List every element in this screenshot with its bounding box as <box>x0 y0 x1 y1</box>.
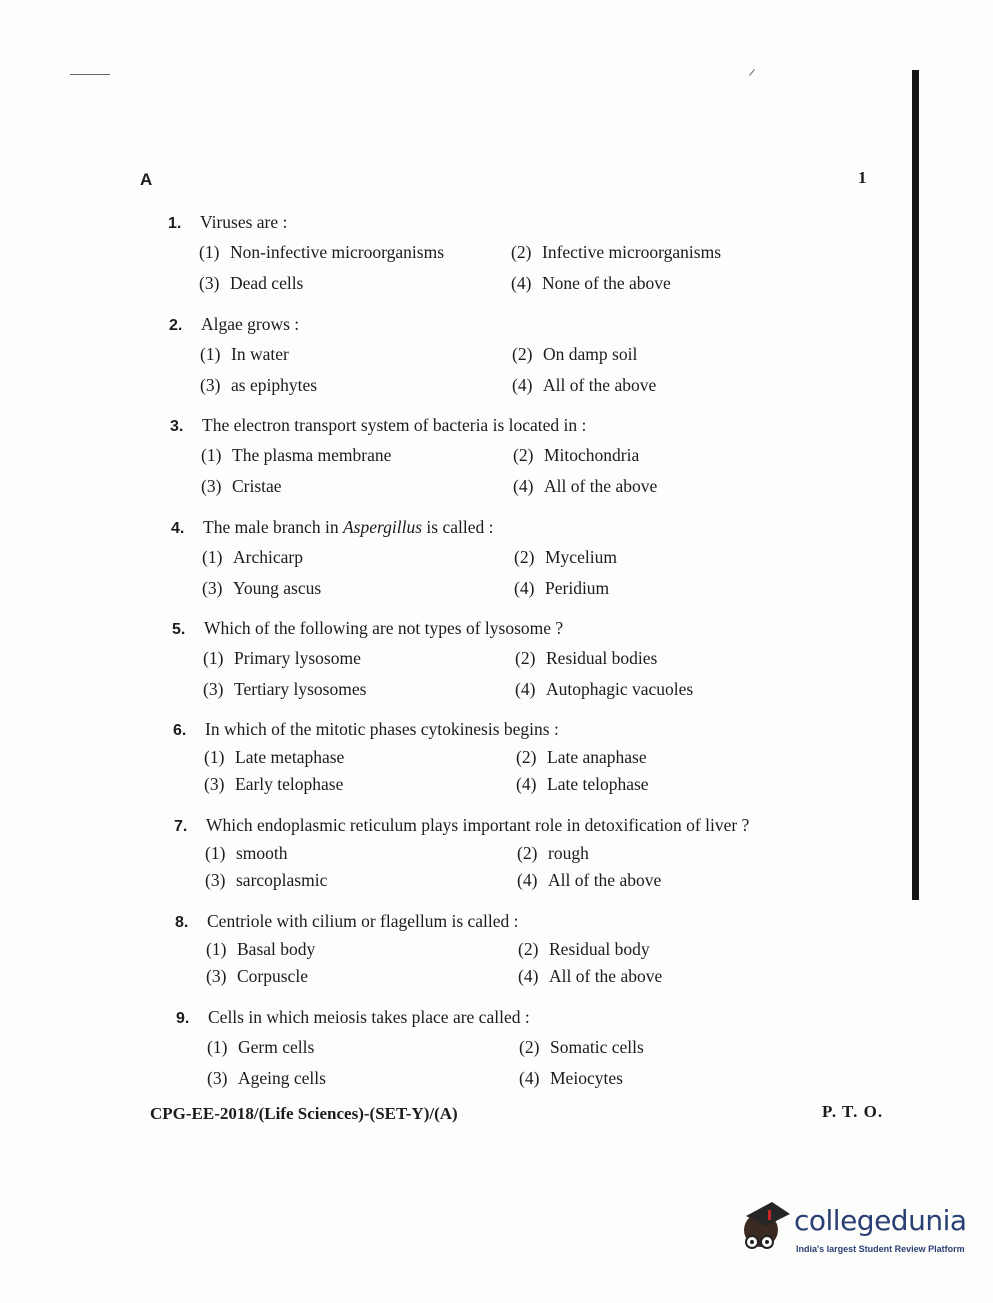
question-number: 8. <box>175 914 189 931</box>
exam-code: CPG-EE-2018/(Life Sciences)-(SET-Y)/(A) <box>150 1104 458 1123</box>
scan-mark <box>749 69 755 76</box>
question <box>171 517 851 609</box>
question-text: The electron transport system of bacteria is located in : <box>202 415 587 435</box>
option: (2) Residual bodies <box>515 648 658 668</box>
question <box>168 212 848 304</box>
option: (3) Tertiary lysosomes <box>203 679 367 699</box>
option: (1) The plasma membrane <box>201 445 392 465</box>
question <box>172 618 852 710</box>
question-text: Algae grows : <box>201 314 300 334</box>
option: (3) Dead cells <box>199 273 304 293</box>
option: (2) On damp soil <box>512 344 638 364</box>
option: (4) Meiocytes <box>519 1068 623 1088</box>
pto-label: P. T. O. <box>822 1102 884 1121</box>
option: (2) Residual body <box>518 939 650 959</box>
question-text: Centriole with cilium or flagellum is called : <box>207 911 519 931</box>
question-number: 6. <box>173 722 187 739</box>
option: (2) Mycelium <box>514 547 617 567</box>
option: (4) Autophagic vacuoles <box>515 679 694 699</box>
question <box>175 911 855 993</box>
set-letter: A <box>140 170 153 189</box>
option: (3) sarcoplasmic <box>205 870 328 890</box>
option: (3) Corpuscle <box>206 966 308 986</box>
page-number: 1 <box>858 168 867 187</box>
question-number: 2. <box>169 317 183 334</box>
question-number: 4. <box>171 520 185 537</box>
option: (4) All of the above <box>513 476 658 496</box>
option: (1) Non-infective microorganisms <box>199 242 444 262</box>
option: (3) Young ascus <box>202 578 322 598</box>
option: (4) All of the above <box>518 966 663 986</box>
question-text: Cells in which meiosis takes place are called : <box>208 1007 530 1027</box>
brand-name: collegedunia <box>794 1204 967 1237</box>
option: (4) None of the above <box>511 273 671 293</box>
genus-name: Aspergillus <box>342 517 423 537</box>
question-number: 9. <box>176 1010 190 1027</box>
question <box>173 719 853 801</box>
question-text: Viruses are : <box>200 212 288 232</box>
option: (1) Germ cells <box>207 1037 315 1057</box>
collegedunia-logo[interactable] <box>736 1198 966 1268</box>
option: (3) Early telophase <box>204 774 344 794</box>
option: (4) All of the above <box>512 375 657 395</box>
option: (2) Infective microorganisms <box>511 242 721 262</box>
option: (1) smooth <box>205 843 288 863</box>
question-number: 1. <box>168 215 182 232</box>
question <box>169 314 849 406</box>
option: (1) Archicarp <box>202 547 303 567</box>
question <box>170 415 850 507</box>
question-number: 3. <box>170 418 184 435</box>
option: (4) Peridium <box>514 578 610 598</box>
option: (1) Basal body <box>206 939 316 959</box>
option: (4) Late telophase <box>516 774 649 794</box>
question-number: 5. <box>172 621 186 638</box>
option: (3) as epiphytes <box>200 375 318 395</box>
question-number: 7. <box>174 818 188 835</box>
question-text: In which of the mitotic phases cytokinesis begins : <box>205 719 559 739</box>
question <box>174 815 854 897</box>
option: (2) rough <box>517 843 589 863</box>
brand-tagline: India's largest Student Review Platform <box>796 1244 965 1254</box>
scan-mark <box>70 74 110 75</box>
option: (2) Somatic cells <box>519 1037 644 1057</box>
option: (3) Cristae <box>201 476 282 496</box>
question-text: Which of the following are not types of lysosome ? <box>204 618 564 638</box>
scan-edge-bar <box>912 70 919 900</box>
option: (2) Mitochondria <box>513 445 640 465</box>
option: (1) In water <box>200 344 289 364</box>
option: (3) Ageing cells <box>207 1068 326 1088</box>
option: (2) Late anaphase <box>516 747 647 767</box>
option: (1) Late metaphase <box>204 747 345 767</box>
question-text: The male branch in Aspergillus is called : <box>203 517 494 537</box>
option: (1) Primary lysosome <box>203 648 361 668</box>
option: (4) All of the above <box>517 870 662 890</box>
question-text: Which endoplasmic reticulum plays important role in detoxification of liver ? <box>206 815 750 835</box>
mascot-icon <box>736 1198 794 1260</box>
question <box>176 1007 856 1099</box>
